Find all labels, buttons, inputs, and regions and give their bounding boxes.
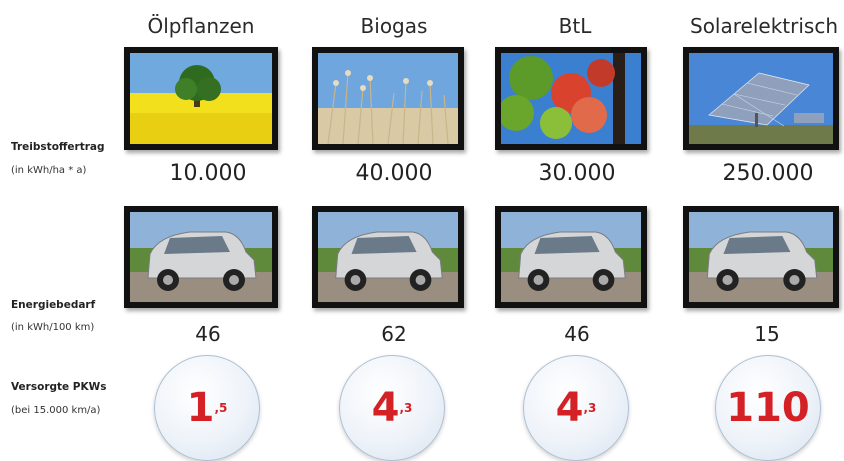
biogas-grass-photo bbox=[312, 47, 464, 150]
vehicles-decimal-oelpflanzen: ,5 bbox=[214, 401, 228, 415]
yield-value-solar: 250.000 bbox=[722, 161, 814, 186]
vehicles-value-oelpflanzen: 1 bbox=[186, 385, 215, 431]
vehicles-value-btl: 4 bbox=[555, 385, 584, 431]
demand-row-label: Energiebedarf bbox=[11, 299, 96, 311]
vehicles-row-label: Versorgte PKWs bbox=[11, 381, 107, 393]
btl-forest-photo bbox=[495, 47, 647, 150]
demand-value-solar: 15 bbox=[754, 322, 780, 346]
vehicles-value-solar: 110 bbox=[726, 385, 810, 431]
column-title-biogas: Biogas bbox=[360, 14, 428, 38]
car-photo-oelpflanzen bbox=[124, 206, 278, 308]
solar-panel-photo bbox=[683, 47, 839, 150]
vehicles-decimal-biogas: ,3 bbox=[399, 401, 413, 415]
car-photo-biogas bbox=[312, 206, 464, 308]
yield-value-biogas: 40.000 bbox=[355, 161, 433, 186]
column-title-solar: Solarelektrisch bbox=[690, 14, 838, 38]
vehicles-value-biogas: 4 bbox=[371, 385, 400, 431]
vehicles-decimal-btl: ,3 bbox=[583, 401, 597, 415]
car-photo-btl bbox=[495, 206, 647, 308]
vehicles-row-unit: (bei 15.000 km/a) bbox=[11, 405, 101, 416]
column-title-oelpflanzen: Ölpflanzen bbox=[147, 14, 255, 38]
vehicles-circle-oelpflanzen bbox=[154, 355, 260, 461]
rapeseed-field-photo bbox=[124, 47, 278, 150]
car-photo-solar bbox=[683, 206, 839, 308]
demand-value-btl: 46 bbox=[564, 322, 590, 346]
yield-row-label: Treibstoffertrag bbox=[11, 141, 105, 153]
demand-row-unit: (in kWh/100 km) bbox=[11, 322, 95, 333]
yield-row-unit: (in kWh/ha * a) bbox=[11, 165, 87, 176]
vehicles-circle-btl bbox=[523, 355, 629, 461]
yield-value-oelpflanzen: 10.000 bbox=[169, 161, 247, 186]
vehicles-circle-biogas bbox=[339, 355, 445, 461]
demand-value-biogas: 62 bbox=[381, 322, 407, 346]
column-title-btl: BtL bbox=[558, 14, 592, 38]
yield-value-btl: 30.000 bbox=[538, 161, 616, 186]
vehicles-circle-solar bbox=[715, 355, 821, 461]
demand-value-oelpflanzen: 46 bbox=[195, 322, 221, 346]
